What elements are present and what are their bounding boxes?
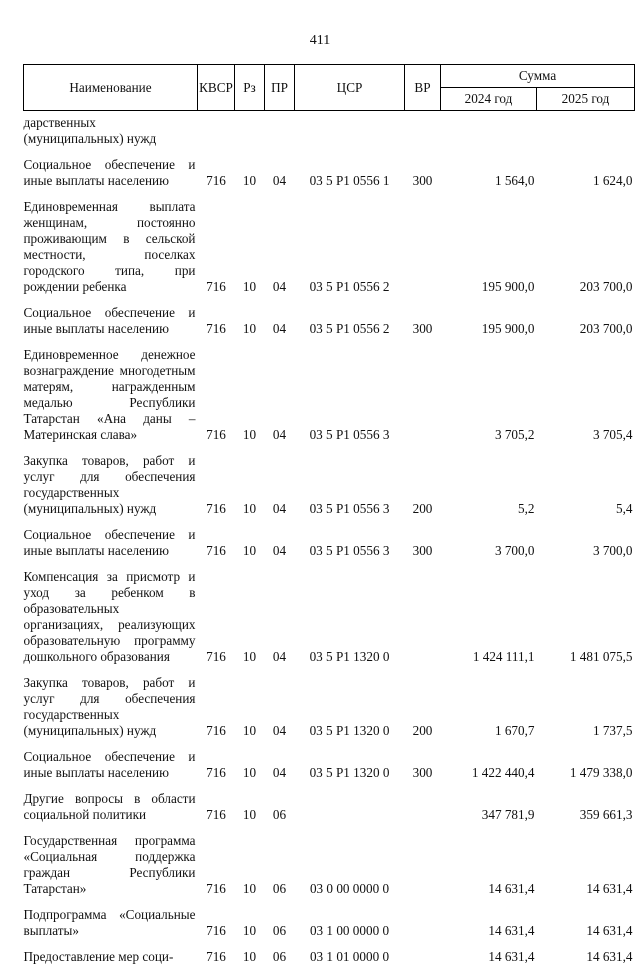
cell-vr — [405, 939, 441, 965]
cell-csr: 03 5 Р1 0556 3 — [295, 337, 405, 443]
cell-name: Закупка товаров, работ и услуг для обеспечения государственных (муниципальных) нужд — [24, 665, 198, 739]
table-row — [24, 147, 635, 189]
cell-vr — [405, 559, 441, 665]
cell-pr: 04 — [265, 559, 295, 665]
cell-sum-2025: 359 661,3 — [537, 781, 635, 823]
cell-sum-2025: 203 700,0 — [537, 295, 635, 337]
cell-sum-2025: 1 624,0 — [537, 147, 635, 189]
table-row — [24, 111, 635, 148]
cell-kvsr: 716 — [198, 147, 235, 189]
cell-sum-2024: 5,2 — [441, 443, 537, 517]
header-csr: ЦСР — [295, 65, 405, 111]
cell-kvsr: 716 — [198, 337, 235, 443]
cell-vr: 300 — [405, 295, 441, 337]
cell-kvsr: 716 — [198, 739, 235, 781]
cell-name: Единовременное денежное вознаграждение многодетным матерям, награжденным медалью Республики Татарстан «Ана даны – Материнская слава» — [24, 337, 198, 443]
cell-rz: 10 — [235, 517, 265, 559]
table-row — [24, 337, 635, 443]
cell-sum-2025: 3 705,4 — [537, 337, 635, 443]
cell-kvsr: 716 — [198, 897, 235, 939]
cell-vr: 300 — [405, 517, 441, 559]
cell-sum-2025: 203 700,0 — [537, 189, 635, 295]
cell-sum-2025: 1 479 338,0 — [537, 739, 635, 781]
table-row — [24, 295, 635, 337]
table-header-row — [24, 65, 635, 88]
cell-sum-2024: 195 900,0 — [441, 189, 537, 295]
cell-sum-2025: 14 631,4 — [537, 823, 635, 897]
cell-sum-2025: 1 737,5 — [537, 665, 635, 739]
cell-rz: 10 — [235, 897, 265, 939]
cell-csr: 03 5 Р1 0556 2 — [295, 189, 405, 295]
cell-rz: 10 — [235, 147, 265, 189]
cell-csr: 03 5 Р1 0556 2 — [295, 295, 405, 337]
cell-csr: 03 5 Р1 1320 0 — [295, 559, 405, 665]
cell-rz: 10 — [235, 665, 265, 739]
cell-vr: 300 — [405, 147, 441, 189]
cell-sum-2024: 1 564,0 — [441, 147, 537, 189]
cell-name: Социальное обеспечение и иные выплаты населению — [24, 147, 198, 189]
cell-sum-2024: 195 900,0 — [441, 295, 537, 337]
cell-csr: 03 5 Р1 0556 3 — [295, 443, 405, 517]
cell-pr: 04 — [265, 739, 295, 781]
cell-vr: 200 — [405, 665, 441, 739]
cell-sum-2024: 14 631,4 — [441, 897, 537, 939]
cell-pr: 04 — [265, 517, 295, 559]
cell-pr: 06 — [265, 897, 295, 939]
cell-name: Социальное обеспечение и иные выплаты населению — [24, 739, 198, 781]
cell-vr: 300 — [405, 739, 441, 781]
cell-rz — [235, 111, 265, 148]
cell-kvsr: 716 — [198, 295, 235, 337]
cell-sum-2024: 3 700,0 — [441, 517, 537, 559]
cell-name: Компенсация за присмотр и уход за ребенком в образовательных организациях, реализующих образовательную программу дошкольного образования — [24, 559, 198, 665]
cell-sum-2025: 1 481 075,5 — [537, 559, 635, 665]
cell-rz: 10 — [235, 337, 265, 443]
cell-csr — [295, 781, 405, 823]
cell-pr: 04 — [265, 443, 295, 517]
table-row — [24, 517, 635, 559]
cell-rz: 10 — [235, 295, 265, 337]
header-pr: ПР — [265, 65, 295, 111]
page-number: 411 — [0, 33, 640, 49]
cell-pr: 06 — [265, 823, 295, 897]
cell-kvsr: 716 — [198, 781, 235, 823]
cell-rz: 10 — [235, 189, 265, 295]
cell-kvsr: 716 — [198, 517, 235, 559]
cell-kvsr: 716 — [198, 939, 235, 965]
cell-rz: 10 — [235, 939, 265, 965]
table-body — [24, 111, 635, 965]
cell-sum-2024: 1 670,7 — [441, 665, 537, 739]
cell-sum-2025: 14 631,4 — [537, 897, 635, 939]
cell-pr: 04 — [265, 337, 295, 443]
cell-csr: 03 5 Р1 0556 3 — [295, 517, 405, 559]
cell-rz: 10 — [235, 443, 265, 517]
cell-sum-2024: 3 705,2 — [441, 337, 537, 443]
table-row — [24, 939, 635, 965]
cell-sum-2024: 14 631,4 — [441, 823, 537, 897]
table-row — [24, 897, 635, 939]
cell-rz: 10 — [235, 739, 265, 781]
cell-name: дарственных (муниципальных) нужд — [24, 111, 198, 148]
table-row — [24, 739, 635, 781]
cell-vr — [405, 897, 441, 939]
cell-kvsr: 716 — [198, 559, 235, 665]
cell-kvsr: 716 — [198, 823, 235, 897]
cell-sum-2025: 14 631,4 — [537, 939, 635, 965]
cell-csr: 03 1 01 0000 0 — [295, 939, 405, 965]
cell-name: Государственная программа «Социальная поддержка граждан Республики Татарстан» — [24, 823, 198, 897]
cell-name: Закупка товаров, работ и услуг для обеспечения государственных (муниципальных) нужд — [24, 443, 198, 517]
table-row — [24, 665, 635, 739]
cell-rz: 10 — [235, 781, 265, 823]
cell-pr — [265, 111, 295, 148]
cell-sum-2024: 347 781,9 — [441, 781, 537, 823]
cell-csr — [295, 111, 405, 148]
cell-name: Предоставление мер соци- — [24, 939, 198, 965]
table-row — [24, 823, 635, 897]
cell-pr: 04 — [265, 295, 295, 337]
header-vr: ВР — [405, 65, 441, 111]
cell-pr: 06 — [265, 939, 295, 965]
cell-vr: 200 — [405, 443, 441, 517]
cell-csr: 03 0 00 0000 0 — [295, 823, 405, 897]
cell-vr — [405, 111, 441, 148]
cell-pr: 04 — [265, 147, 295, 189]
cell-sum-2025: 3 700,0 — [537, 517, 635, 559]
header-year-2024: 2024 год — [441, 88, 537, 111]
cell-csr: 03 5 Р1 1320 0 — [295, 665, 405, 739]
header-kvsr: КВСР — [198, 65, 235, 111]
cell-kvsr: 716 — [198, 443, 235, 517]
cell-rz: 10 — [235, 559, 265, 665]
cell-csr: 03 5 Р1 0556 1 — [295, 147, 405, 189]
cell-name: Другие вопросы в области социальной политики — [24, 781, 198, 823]
cell-pr: 04 — [265, 665, 295, 739]
table-row — [24, 559, 635, 665]
cell-sum-2025: 5,4 — [537, 443, 635, 517]
cell-vr — [405, 781, 441, 823]
cell-rz: 10 — [235, 823, 265, 897]
cell-kvsr: 716 — [198, 189, 235, 295]
cell-name: Единовременная выплата женщинам, постоянно проживающим в сельской местности, поселках городского типа, при рождении ребенка — [24, 189, 198, 295]
cell-kvsr — [198, 111, 235, 148]
cell-csr: 03 1 00 0000 0 — [295, 897, 405, 939]
cell-name: Социальное обеспечение и иные выплаты населению — [24, 295, 198, 337]
cell-vr — [405, 189, 441, 295]
cell-sum-2024: 1 422 440,4 — [441, 739, 537, 781]
cell-csr: 03 5 Р1 1320 0 — [295, 739, 405, 781]
budget-table — [23, 64, 635, 965]
header-sum: Сумма — [441, 65, 635, 88]
table-row — [24, 781, 635, 823]
cell-vr — [405, 823, 441, 897]
cell-name: Подпрограмма «Социальные выплаты» — [24, 897, 198, 939]
cell-sum-2025 — [537, 111, 635, 148]
cell-sum-2024: 1 424 111,1 — [441, 559, 537, 665]
table-row — [24, 443, 635, 517]
cell-pr: 06 — [265, 781, 295, 823]
cell-sum-2024: 14 631,4 — [441, 939, 537, 965]
cell-kvsr: 716 — [198, 665, 235, 739]
header-rz: Рз — [235, 65, 265, 111]
cell-pr: 04 — [265, 189, 295, 295]
header-year-2025: 2025 год — [537, 88, 635, 111]
cell-vr — [405, 337, 441, 443]
cell-name: Социальное обеспечение и иные выплаты населению — [24, 517, 198, 559]
cell-sum-2024 — [441, 111, 537, 148]
table-row — [24, 189, 635, 295]
header-name: Наименование — [24, 65, 198, 111]
